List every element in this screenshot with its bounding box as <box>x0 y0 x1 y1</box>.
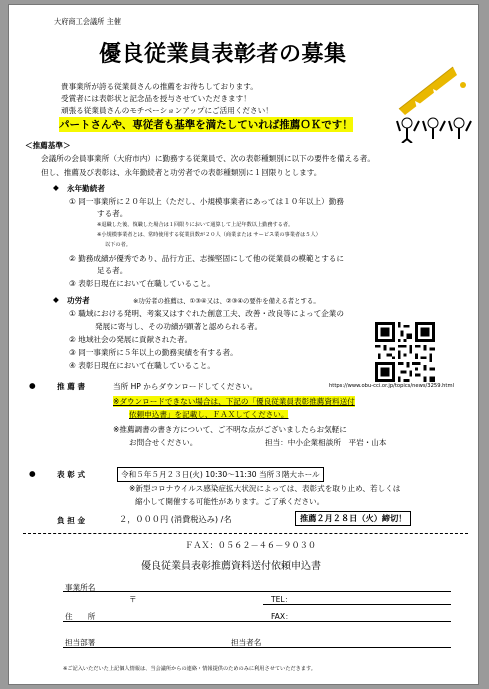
request-form-title: 優良従業員表彰推薦資料送付依頼申込書 <box>141 561 321 572</box>
longservice-note-2: ※小規模事業者とは、常時使用する従業員数が２０人（商業または サービス業の事業者は５人） <box>97 232 321 238</box>
fee-value: ２，０００円 (消費税込み) /名 <box>119 514 232 524</box>
company-field-label: 事業所名 <box>65 583 96 592</box>
longservice-item-1: ① 同一事業所に２０年以上（ただし、小規模事業者にあっては１０年以上）勤務 <box>69 197 344 206</box>
flyer-page <box>8 4 479 685</box>
deadline-badge: 推薦２月２８日（火）締切！ <box>295 511 411 526</box>
form-contact-line-2: お問合せください。 <box>129 438 198 447</box>
postal-label: 〒 <box>129 595 137 604</box>
longservice-bullet-icon: ◆ <box>53 183 59 192</box>
cut-line <box>23 533 468 534</box>
ceremony-datetime: 令和５年５月２３日(火) 10:30～11:30 当所３階大ホール <box>117 467 324 482</box>
ceremony-note-2: 縮小して開催する可能性があります。ご了承ください。 <box>135 497 325 506</box>
form-contact-line-1: ※推薦調書の書き方について、ご不明な点がございましたらお気軽に <box>113 425 347 434</box>
ceremony-note-1: ※新型コロナウイルス感染症拡大状況によっては、表彰式を取り止め、若しくは <box>129 484 401 493</box>
merit-bullet-icon: ◆ <box>53 295 59 304</box>
intro-highlight: パートさんや、専従者も基準を満たしていれば推薦ＯＫです！ <box>59 119 353 131</box>
criteria-heading: ＜推薦基準＞ <box>25 141 71 150</box>
address-field[interactable] <box>63 621 451 622</box>
form-alt-line-2-wrap <box>129 409 288 420</box>
merit-item-1b: 発展に寄与し、その功績が顕著と認められる者。 <box>95 322 263 331</box>
form-alt-line-1: ※ダウンロードできない場合は、下記の「優良従業員表彰推薦資料送付 <box>113 397 355 406</box>
fee-label: 負 担 金 <box>57 516 86 525</box>
intro-line-2: 受賞者には表彰状と記念品を授与させていただきます！ <box>61 94 251 103</box>
dept-person-field[interactable] <box>63 647 451 648</box>
form-label: 推 薦 書 <box>57 382 86 391</box>
privacy-footer: ※ご記入いただいた上記個人情報は、当会議所からの連絡・情報提供のためのみに利用させていただきます。 <box>63 666 316 672</box>
longservice-item-2: ② 勤務成績が優秀であり、品行方正、志操堅固にして他の従業員の模範とするに <box>69 254 344 263</box>
merit-item-1: ① 職域における発明、考案又はすぐれた創意工夫、改善・改良等によって企業の <box>69 309 344 318</box>
longservice-note-1: ※退職した後、復職した場合は１回限りにおいて通算して上記年数以上勤務する者。 <box>97 222 294 228</box>
longservice-note-2b: 以下の者。 <box>105 242 131 248</box>
tel-field[interactable] <box>263 604 451 605</box>
longservice-label: 永年勤続者 <box>67 184 105 193</box>
ceremony-label: 表 彰 式 <box>57 470 86 479</box>
criteria-line-2: 但し、推薦及び表彰は、永年勤続者と功労者での表彰種類別に１回限りとします。 <box>41 168 322 177</box>
page-title: 優良従業員表彰者の募集 <box>99 42 347 67</box>
tel-label: TEL： <box>271 595 293 604</box>
person-label: 担当者名 <box>231 638 262 647</box>
intro-line-1: 貴事業所が誇る従業員さんの推薦をお待ちしております。 <box>61 82 258 91</box>
address-label: 住 所 <box>65 612 96 621</box>
intro-line-3: 頑張る従業員さんのモチベーションアップにご活用ください！ <box>61 106 273 115</box>
form-bullet-icon: ● <box>29 381 36 390</box>
form-download-text: 当所 HP からダウンロードしてください。 <box>113 382 258 391</box>
company-field[interactable] <box>63 591 451 592</box>
organizer: 大府商工会議所 主催 <box>54 17 121 26</box>
longservice-item-3: ③ 表彰日現在において在職していること。 <box>69 279 215 288</box>
merit-item-4: ④ 表彰日現在において在職していること。 <box>69 361 215 370</box>
form-url-link[interactable]: https://www.obu-cci.or.jp/topics/news/3259.html <box>329 383 454 389</box>
qr-code-icon[interactable] <box>375 322 435 382</box>
merit-label: 功労者 <box>67 296 90 305</box>
celebration-illustration-icon <box>393 61 475 143</box>
merit-item-3: ③ 同一事業所に５年以上の勤務実績を有する者。 <box>69 348 238 357</box>
dept-label: 担当部署 <box>65 638 96 647</box>
merit-note: ※功労者の推薦は、①③④又は、②③④の要件を備える者とする。 <box>133 297 320 305</box>
fax-label: FAX： <box>271 612 293 621</box>
merit-item-2: ② 地域社会の発展に貢献された者。 <box>69 335 193 344</box>
fax-number: ＦＡＸ：０５６２－４６－９０３０ <box>185 540 317 550</box>
form-contact-person: 担当：中小企業相談所 平岩・山本 <box>265 438 387 447</box>
form-alt-line-2: 依頼申込書」を記載し、ＦＡＸしてください。 <box>129 410 289 419</box>
ceremony-bullet-icon: ● <box>29 469 36 478</box>
criteria-line-1: 会議所の会員事業所（大府市内）に勤務する従業員で、次の表彰種類別に以下の要件を備える者。 <box>41 154 375 163</box>
longservice-item-1b: する者。 <box>97 209 128 218</box>
longservice-item-2b: 足る者。 <box>97 266 128 275</box>
